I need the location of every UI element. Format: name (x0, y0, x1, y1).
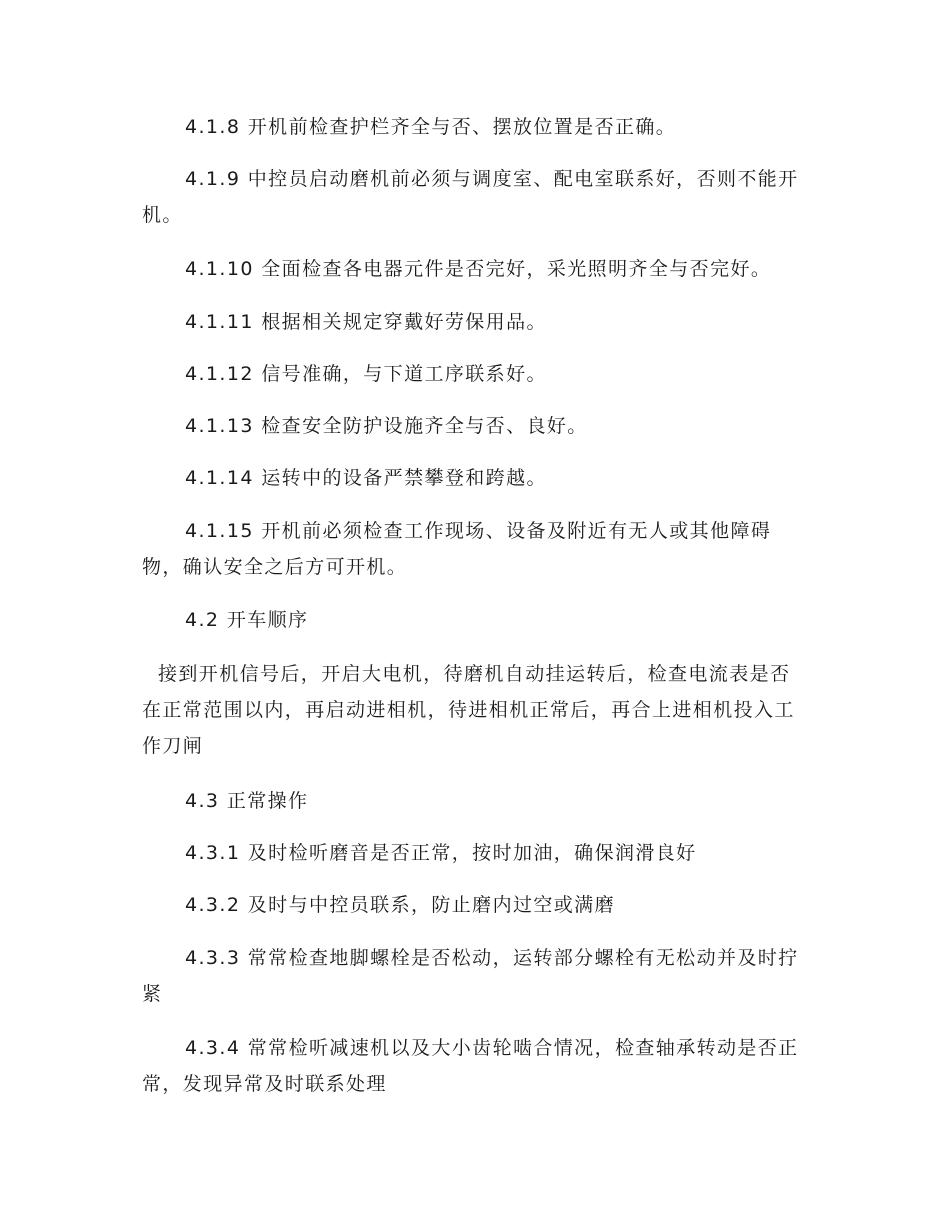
paragraph-4-1-9: 4.1.9 中控员启动磨机前必须与调度室、配电室联系好，否则不能开机。 (142, 168, 799, 226)
paragraph-4-1-15: 4.1.15 开机前必须检查工作现场、设备及附近有无人或其他障碍物，确认安全之后方可开机。 (142, 520, 772, 578)
paragraph-4-3-3: 4.3.3 常常检查地脚螺栓是否松动，运转部分螺栓有无松动并及时拧紧 (142, 947, 799, 1005)
paragraph-4-1-12: 4.1.12 信号准确，与下道工序联系好。 (185, 363, 547, 385)
paragraph-4-1-11: 4.1.11 根据相关规定穿戴好劳保用品。 (185, 311, 547, 333)
paragraph-4-1-10: 4.1.10 全面检查各电器元件是否完好，采光照明齐全与否完好。 (185, 258, 772, 280)
paragraph-4-1-8: 4.1.8 开机前检查护栏齐全与否、摆放位置是否正确。 (185, 116, 677, 138)
section-heading-4-2: 4.2 开车顺序 (185, 609, 309, 631)
paragraph-4-3-4: 4.3.4 常常检听减速机以及大小齿轮啮合情况，检查轴承转动是否正常，发现异常及时联系处理 (142, 1037, 799, 1095)
section-heading-4-3: 4.3 正常操作 (185, 790, 309, 812)
paragraph-4-1-14: 4.1.14 运转中的设备严禁攀登和跨越。 (185, 467, 547, 489)
paragraph-4-3-2: 4.3.2 及时与中控员联系，防止磨内过空或满磨 (185, 894, 615, 916)
paragraph-startup-sequence: 接到开机信号后，开启大电机，待磨机自动挂运转后，检查电流表是否在正常范围以内，再启动进相机，待进相机正常后，再合上进相机投入工作刀闸 (142, 663, 795, 757)
paragraph-4-3-1: 4.3.1 及时检听磨音是否正常，按时加油，确保润滑良好 (185, 842, 697, 864)
paragraph-4-1-13: 4.1.13 检查安全防护设施齐全与否、良好。 (185, 415, 588, 437)
